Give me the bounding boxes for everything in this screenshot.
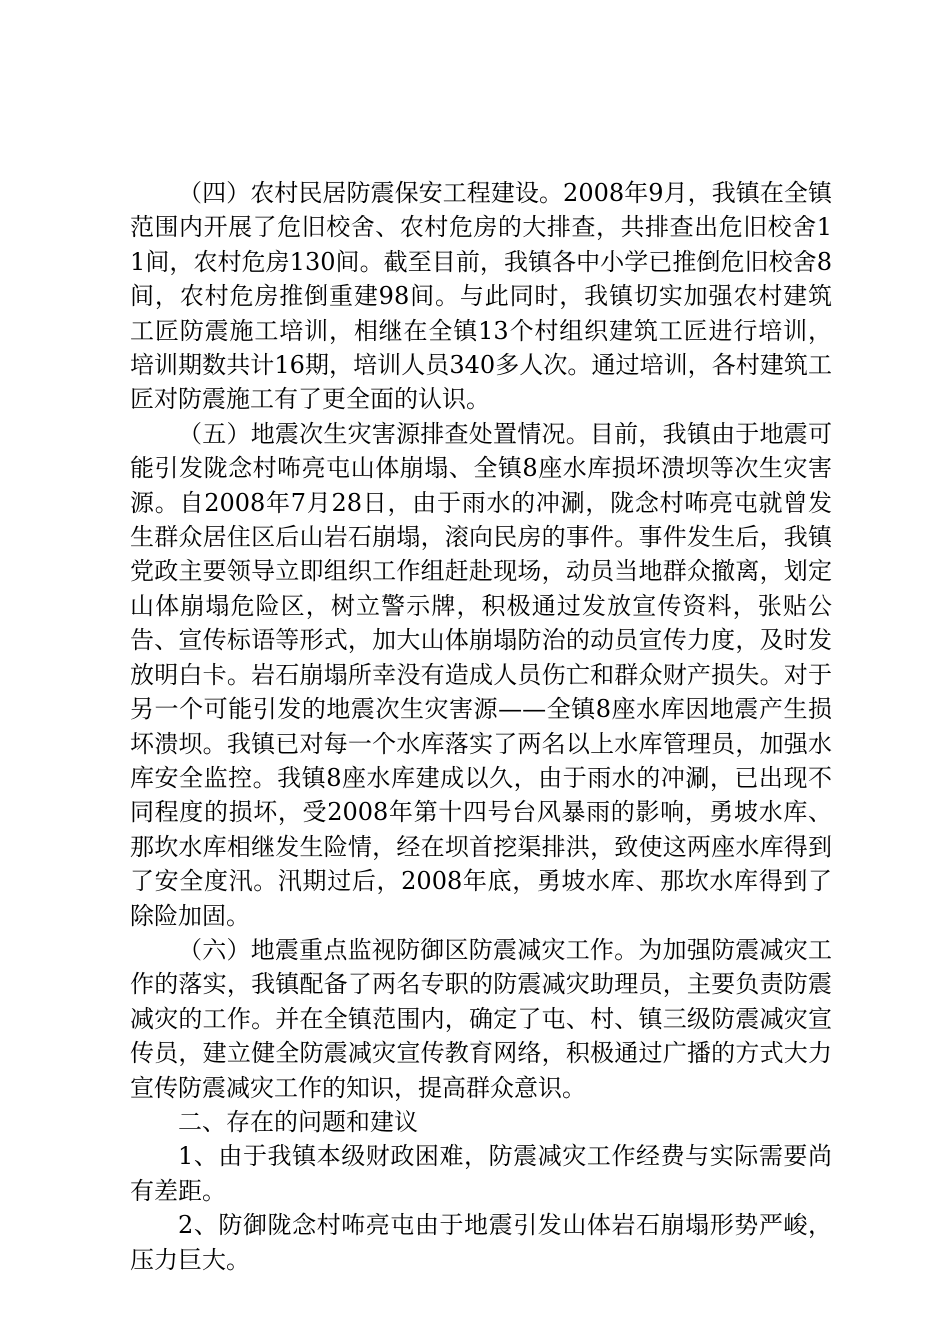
paragraph-monitoring-zone: （六）地震重点监视防御区防震减灾工作。为加强防震减灾工作的落实，我镇配备了两名专职的防震减灾助理员，主要负责防震减灾的工作。并在全镇范围内，确定了屯、村、镇三级防震减灾宣传员，建立健全防震减灾宣传教育网络，积极通过广播的方式大力宣传防震减灾工作的知识，提高群众意识。 [130,935,832,1102]
document-body [130,176,832,1277]
paragraph-issue-2: 2、防御陇念村咘亮屯由于地震引发山体岩石崩塌形势严峻，压力巨大。 [130,1211,832,1274]
paragraph-issue-1: 1、由于我镇本级财政困难，防震减灾工作经费与实际需要尚有差距。 [130,1142,832,1205]
section-heading-problems: 二、存在的问题和建议 [178,1107,418,1136]
paragraph-rural-housing: （四）农村民居防震保安工程建设。2008年9月，我镇在全镇范围内开展了危旧校舍、农村危房的大排查，共排查出危旧校舍11间，农村危房130间。截至目前，我镇各中小学已推倒危旧校舍8间，农村危房推倒重建98间。与此同时，我镇切实加强农村建筑工匠防震施工培训，相继在全镇13个村组织建筑工匠进行培训，培训期数共计16期，培训人员340多人次。通过培训，各村建筑工匠对防震施工有了更全面的认识。 [130,179,832,414]
paragraph-secondary-disasters: （五）地震次生灾害源排查处置情况。目前，我镇由于地震可能引发陇念村咘亮屯山体崩塌、全镇8座水库损坏溃坝等次生灾害源。自2008年7月28日，由于雨水的冲涮，陇念村咘亮屯就曾发生群众居住区后山岩石崩塌，滚向民房的事件。事件发生后，我镇党政主要领导立即组织工作组赶赴现场，动员当地群众撤离，划定山体崩塌危险区，树立警示牌，积极通过发放宣传资料，张贴公告、宣传标语等形式，加大山体崩塌防治的动员宣传力度，及时发放明白卡。岩石崩塌所幸没有造成人员伤亡和群众财产损失。对于另一个可能引发的地震次生灾害源——全镇8座水库因地震产生损坏溃坝。我镇已对每一个水库落实了两名以上水库管理员，加强水库安全监控。我镇8座水库建成以久，由于雨水的冲涮，已出现不同程度的损坏，受2008年第十四号台风暴雨的影响，勇坡水库、那坎水库相继发生险情，经在坝首挖渠排洪，致使这两座水库得到了安全度汛。汛期过后，2008年底，勇坡水库、那坎水库得到了除险加固。 [130,419,832,930]
